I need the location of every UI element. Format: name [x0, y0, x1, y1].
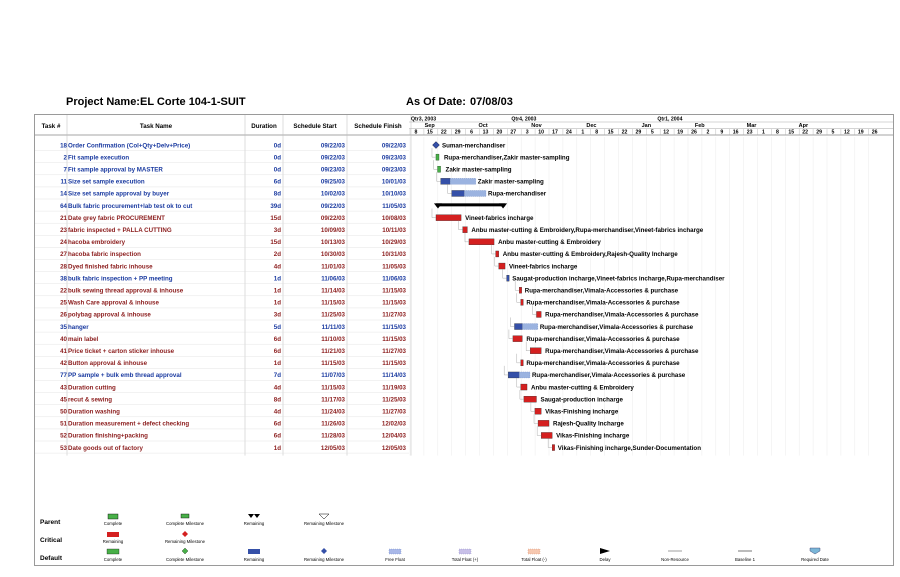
- task-number: 53: [60, 444, 67, 452]
- task-duration: 39d: [270, 202, 281, 210]
- task-duration: 1d: [273, 275, 281, 283]
- task-number: 11: [60, 178, 67, 186]
- day-label: 8: [775, 129, 779, 136]
- task-finish: 11/06/03: [382, 275, 406, 283]
- task-finish: 10/11/03: [382, 226, 406, 234]
- task-duration: 8d: [273, 190, 281, 198]
- task-start: 10/09/03: [320, 226, 345, 234]
- task-start: 11/26/03: [321, 420, 345, 428]
- task-number: 7: [63, 166, 67, 174]
- task-duration: 6d: [273, 178, 281, 186]
- task-finish: 10/31/03: [381, 251, 406, 259]
- task-start: 11/11/03: [321, 323, 345, 331]
- task-duration: 3d: [273, 226, 281, 234]
- legend-item-label: Remaining: [102, 539, 124, 544]
- legend-item-label: Non-Resource: [661, 557, 689, 562]
- gantt-frame: [34, 114, 894, 566]
- legend-item-label: Complete Milestone: [166, 521, 204, 526]
- task-bar: [530, 348, 541, 354]
- day-label: 3: [525, 129, 529, 136]
- task-name: bulk sewing thread approval & inhouse: [68, 287, 184, 295]
- task-number: 45: [60, 396, 67, 404]
- resource-label: Rupa-merchandiser,Vimala-Accessories & purchase: [526, 335, 680, 343]
- column-header: Schedule Start: [293, 123, 337, 130]
- task-start: 09/22/03: [320, 154, 345, 162]
- task-number: 23: [60, 226, 67, 234]
- task-start: 11/24/03: [321, 408, 345, 416]
- task-start: 11/07/03: [321, 372, 345, 380]
- day-label: 6: [470, 129, 474, 136]
- project-name-label: Project Name:: [66, 96, 140, 108]
- task-finish: 11/14/03: [382, 372, 406, 380]
- day-label: 8: [414, 129, 418, 136]
- task-duration: 4d: [273, 263, 281, 271]
- task-duration: 0d: [273, 142, 281, 150]
- day-label: 26: [691, 129, 697, 136]
- day-label: 24: [566, 129, 572, 136]
- resource-label: Rupa-merchandiser: [488, 190, 547, 198]
- resource-label: Anbu master-cutting & Embroidery: [498, 239, 601, 247]
- legend-group-label: Parent: [40, 519, 61, 526]
- task-bar: [521, 299, 524, 305]
- legend-item-label: Total Float (-): [521, 557, 547, 562]
- task-name: Duration measurement + defect checking: [68, 420, 190, 428]
- task-number: 40: [60, 335, 67, 343]
- resource-label: Anbu master-cutting & Embroidery,Rupa-merchandiser,Vineet-fabrics incharge: [471, 226, 704, 234]
- summary-bar: [436, 203, 505, 206]
- task-bar: [552, 445, 555, 451]
- float-bar: [522, 324, 537, 330]
- task-bar: [452, 190, 465, 196]
- day-label: 5: [831, 129, 835, 136]
- task-bar: [536, 311, 541, 317]
- task-name: Duration washing: [68, 408, 120, 416]
- column-header: Task #: [41, 123, 61, 130]
- task-bar: [541, 432, 552, 438]
- legend-item-label: Remaining: [243, 521, 265, 526]
- task-number: 43: [60, 384, 67, 392]
- task-start: 11/15/03: [321, 384, 345, 392]
- task-name: Button approval & inhouse: [68, 360, 148, 368]
- day-label: 15: [427, 129, 433, 136]
- task-duration: 8d: [273, 396, 281, 404]
- task-finish: 09/22/03: [381, 142, 406, 150]
- task-duration: 4d: [273, 384, 281, 392]
- task-start: 11/14/03: [321, 287, 345, 295]
- task-finish: 11/05/03: [382, 263, 406, 271]
- task-duration: 0d: [273, 166, 281, 174]
- task-duration: 4d: [273, 408, 281, 416]
- task-name: Duration finishing+packing: [68, 432, 148, 440]
- complete-bar: [436, 154, 439, 160]
- resource-label: Vineet-fabrics incharge: [465, 214, 534, 222]
- task-start: 11/25/03: [321, 311, 345, 319]
- task-start: 09/23/03: [320, 166, 345, 174]
- resource-label: Rupa-merchandiser,Vimala-Accessories & purchase: [526, 299, 680, 307]
- task-number: 2: [63, 154, 67, 162]
- legend-group-label: Critical: [40, 537, 63, 544]
- resource-label: Rupa-merchandiser,Vimala-Accessories & purchase: [545, 347, 699, 355]
- task-duration: 15d: [270, 239, 281, 247]
- resource-label: Saugat-production incharge: [540, 396, 623, 404]
- day-label: 22: [621, 129, 628, 136]
- legend-item-label: Required Date: [801, 557, 829, 562]
- project-name-value: EL Corte 104-1-SUIT: [140, 96, 246, 108]
- legend-group-label: Default: [40, 555, 63, 562]
- task-number: 50: [60, 408, 67, 416]
- day-label: 26: [871, 129, 878, 136]
- month-label: Nov: [531, 123, 542, 129]
- task-number: 24: [60, 239, 67, 247]
- task-name: PP sample + bulk emb thread approval: [68, 372, 182, 380]
- task-duration: 15d: [270, 214, 281, 222]
- task-name: Wash Care approval & inhouse: [68, 299, 159, 307]
- task-name: fabric inspected + PALLA CUTTING: [68, 226, 172, 234]
- float-bar: [464, 190, 486, 196]
- resource-label: Vikas-Finishing incharge,Sunder-Documentation: [557, 444, 701, 452]
- task-number: 41: [60, 347, 67, 355]
- task-finish: 10/29/03: [381, 239, 406, 247]
- legend-item-label: Complete: [103, 521, 123, 526]
- task-number: 28: [60, 263, 67, 271]
- task-finish: 12/05/03: [381, 444, 406, 452]
- legend-item-label: Baseline 1: [734, 557, 756, 562]
- task-finish: 11/15/03: [382, 335, 406, 343]
- task-start: 09/25/03: [320, 178, 345, 186]
- task-duration: 3d: [273, 311, 281, 319]
- task-bar: [514, 324, 522, 330]
- day-label: 13: [482, 129, 489, 136]
- task-name: Size set sample approval by buyer: [68, 190, 170, 198]
- day-label: 19: [677, 129, 683, 136]
- task-bar: [521, 384, 527, 390]
- task-duration: 1d: [273, 360, 281, 368]
- column-header: Schedule Finish: [354, 123, 402, 130]
- task-name: hanger: [68, 323, 89, 331]
- task-name: Price ticket + carton sticker inhouse: [68, 347, 175, 355]
- task-start: 11/21/03: [321, 347, 345, 355]
- task-number: 25: [60, 299, 67, 307]
- day-label: 29: [816, 129, 822, 136]
- float-bar: [450, 178, 476, 184]
- resource-label: Zakir master-sampling: [445, 166, 512, 174]
- task-finish: 10/10/03: [381, 190, 406, 198]
- task-name: Duration cutting: [68, 384, 116, 392]
- legend-item-label: Complete: [103, 557, 123, 562]
- task-finish: 11/19/03: [382, 384, 406, 392]
- task-bar: [507, 275, 510, 281]
- task-bar: [524, 396, 537, 402]
- legend-item-label: Remaining Milestone: [303, 557, 345, 562]
- task-name: Size set sample execution: [68, 178, 145, 186]
- as-of-date-label: As Of Date:: [406, 96, 466, 108]
- task-bar: [521, 360, 524, 366]
- task-duration: 6d: [273, 347, 281, 355]
- day-label: 27: [510, 129, 517, 136]
- resource-label: Rupa-merchandiser,Vimala-Accessories & purchase: [531, 372, 686, 380]
- task-number: 21: [60, 214, 67, 222]
- day-label: 10: [538, 129, 544, 136]
- resource-label: Rajesh-Quality Incharge: [553, 420, 624, 428]
- resource-label: Rupa-merchandiser,Vimala-Accessories & purchase: [539, 323, 694, 331]
- legend-item-label: Free Float: [385, 557, 405, 562]
- resource-label: Vikas-Finishing incharge: [556, 432, 630, 440]
- day-label: 29: [635, 129, 642, 136]
- day-label: 12: [844, 129, 850, 136]
- task-bar: [463, 227, 468, 233]
- day-label: 15: [788, 129, 795, 136]
- task-number: 35: [60, 323, 67, 331]
- task-finish: 11/15/03: [382, 299, 406, 307]
- task-finish: 10/08/03: [381, 214, 406, 222]
- day-label: 2: [706, 129, 710, 136]
- task-finish: 10/01/03: [381, 178, 406, 186]
- task-name: Bulk fabric procurement+lab test ok to cut: [68, 202, 193, 210]
- task-start: 09/22/03: [320, 202, 345, 210]
- task-duration: 6d: [273, 432, 281, 440]
- resource-label: Zakir master-sampling: [477, 178, 544, 186]
- day-label: 15: [607, 129, 614, 136]
- resource-label: Suman-merchandiser: [441, 142, 506, 150]
- month-label: Mar: [746, 123, 757, 129]
- task-bar: [513, 336, 522, 342]
- task-start: 10/30/03: [320, 251, 345, 259]
- task-duration: 1d: [273, 444, 281, 452]
- task-finish: 12/02/03: [381, 420, 406, 428]
- task-finish: 11/15/03: [382, 287, 406, 295]
- month-label: Dec: [586, 123, 597, 129]
- task-number: 27: [60, 251, 67, 259]
- day-label: 1: [762, 129, 765, 136]
- month-label: Oct: [478, 123, 488, 129]
- task-bar: [441, 178, 450, 184]
- day-label: 19: [857, 129, 864, 136]
- column-header: Duration: [251, 123, 277, 130]
- resource-label: Vineet-fabrics incharge: [509, 263, 578, 271]
- task-bar: [436, 215, 461, 221]
- task-finish: 11/27/03: [382, 311, 406, 319]
- task-duration: 1d: [273, 299, 281, 307]
- task-name: main label: [68, 335, 99, 343]
- task-number: 64: [60, 202, 67, 210]
- task-bar: [499, 263, 505, 269]
- task-start: 10/13/03: [320, 239, 345, 247]
- day-label: 20: [496, 129, 503, 136]
- task-bar: [535, 408, 541, 414]
- task-finish: 12/04/03: [381, 432, 406, 440]
- task-duration: 6d: [273, 420, 281, 428]
- resource-label: Anbu master-cutting & Embroidery,Rajesh-Quality Incharge: [502, 251, 678, 259]
- quarter-label: Qtr4, 2003: [511, 116, 537, 123]
- month-label: Sep: [424, 123, 435, 129]
- resource-label: Vikas-Finishing incharge: [545, 408, 619, 416]
- column-header: Task Name: [139, 123, 173, 130]
- task-start: 11/15/03: [321, 360, 345, 368]
- task-name: bulk fabric inspection + PP meeting: [68, 275, 173, 283]
- task-number: 51: [60, 420, 67, 428]
- legend-item-label: Complete Milestone: [166, 557, 204, 562]
- task-name: Date grey fabric PROCUREMENT: [68, 214, 165, 222]
- day-label: 1: [581, 129, 585, 136]
- task-name: hacoba embroidery: [68, 239, 126, 247]
- task-name: recut & sewing: [68, 396, 113, 404]
- task-number: 77: [60, 372, 67, 380]
- task-duration: 1d: [273, 287, 281, 295]
- task-bar: [496, 251, 499, 257]
- legend-item-label: Remaining: [243, 557, 265, 562]
- milestone-mark: [432, 142, 439, 149]
- task-start: 11/15/03: [321, 299, 345, 307]
- task-start: 11/01/03: [321, 263, 345, 271]
- task-number: 26: [60, 311, 67, 319]
- task-name: Date goods out of factory: [68, 444, 143, 452]
- legend-item-label: Remaining Milestone: [303, 521, 345, 526]
- resource-label: Saugat-production incharge,Vineet-fabrics incharge,Rupa-merchandiser: [512, 275, 725, 283]
- quarter-label: Qtr3, 2003: [411, 116, 437, 123]
- day-label: 5: [650, 129, 654, 136]
- task-start: 11/10/03: [321, 335, 345, 343]
- day-label: 17: [552, 129, 558, 136]
- gantt-chart: [35, 115, 893, 565]
- task-finish: 11/05/03: [382, 202, 406, 210]
- day-label: 9: [720, 129, 724, 136]
- task-name: Fit sample execution: [68, 154, 130, 162]
- task-bar: [538, 420, 549, 426]
- task-bar: [469, 239, 494, 245]
- day-label: 8: [595, 129, 599, 136]
- task-start: 11/17/03: [321, 396, 345, 404]
- day-label: 12: [663, 129, 670, 136]
- task-finish: 11/27/03: [382, 408, 406, 416]
- task-finish: 09/23/03: [381, 154, 406, 162]
- month-label: Apr: [798, 123, 809, 129]
- task-number: 52: [60, 432, 67, 440]
- task-finish: 09/23/03: [381, 166, 406, 174]
- resource-label: Anbu master-cutting & Embroidery: [531, 384, 634, 392]
- task-number: 38: [60, 275, 67, 283]
- task-bar: [519, 287, 522, 293]
- day-label: 22: [440, 129, 447, 136]
- task-name: hacoba fabric inspection: [68, 251, 141, 259]
- day-label: 22: [802, 129, 809, 136]
- task-number: 42: [60, 360, 67, 368]
- resource-label: Rupa-merchandiser,Vimala-Accessories & purchase: [526, 360, 680, 368]
- task-finish: 11/27/03: [382, 347, 406, 355]
- task-name: polybag approval & inhouse: [68, 311, 151, 319]
- month-label: Feb: [694, 123, 705, 129]
- day-label: 16: [732, 129, 739, 136]
- legend-item-label: Delay: [599, 557, 611, 562]
- task-duration: 0d: [273, 154, 281, 162]
- task-finish: 11/25/03: [382, 396, 406, 404]
- resource-label: Rupa-merchandiser,Vimala-Accessories & purchase: [524, 287, 679, 295]
- as-of-date-value: 07/08/03: [470, 96, 513, 108]
- task-duration: 7d: [273, 372, 281, 380]
- task-start: 09/22/03: [320, 214, 345, 222]
- task-number: 14: [60, 190, 67, 198]
- resource-label: Rupa-merchandiser,Vimala-Accessories & purchase: [545, 311, 699, 319]
- quarter-label: Qtr1, 2004: [657, 116, 683, 123]
- task-start: 11/28/03: [321, 432, 345, 440]
- task-start: 09/22/03: [320, 142, 345, 150]
- task-finish: 11/15/03: [382, 323, 406, 331]
- task-name: Fit sample approval by MASTER: [68, 166, 163, 174]
- complete-bar: [438, 166, 441, 172]
- task-start: 11/06/03: [321, 275, 345, 283]
- task-duration: 6d: [273, 335, 281, 343]
- task-start: 12/05/03: [320, 444, 345, 452]
- task-name: Dyed finished fabric inhouse: [68, 263, 153, 271]
- legend-item-label: Total Float (+): [451, 557, 479, 562]
- task-number: 22: [60, 287, 67, 295]
- day-label: 29: [454, 129, 461, 136]
- resource-label: Rupa-merchandiser,Zakir master-sampling: [443, 154, 570, 162]
- task-number: 18: [60, 142, 67, 150]
- day-label: 23: [746, 129, 753, 136]
- task-duration: 5d: [273, 323, 281, 331]
- float-bar: [519, 372, 530, 378]
- legend-item-label: Remaining Milestone: [164, 539, 206, 544]
- task-bar: [508, 372, 519, 378]
- task-start: 10/02/03: [320, 190, 345, 198]
- task-name: Order Confirmation (Col+Qty+Delv+Price): [68, 142, 191, 150]
- month-label: Jan: [641, 123, 652, 129]
- task-duration: 2d: [273, 251, 281, 259]
- task-finish: 11/15/03: [382, 360, 406, 368]
